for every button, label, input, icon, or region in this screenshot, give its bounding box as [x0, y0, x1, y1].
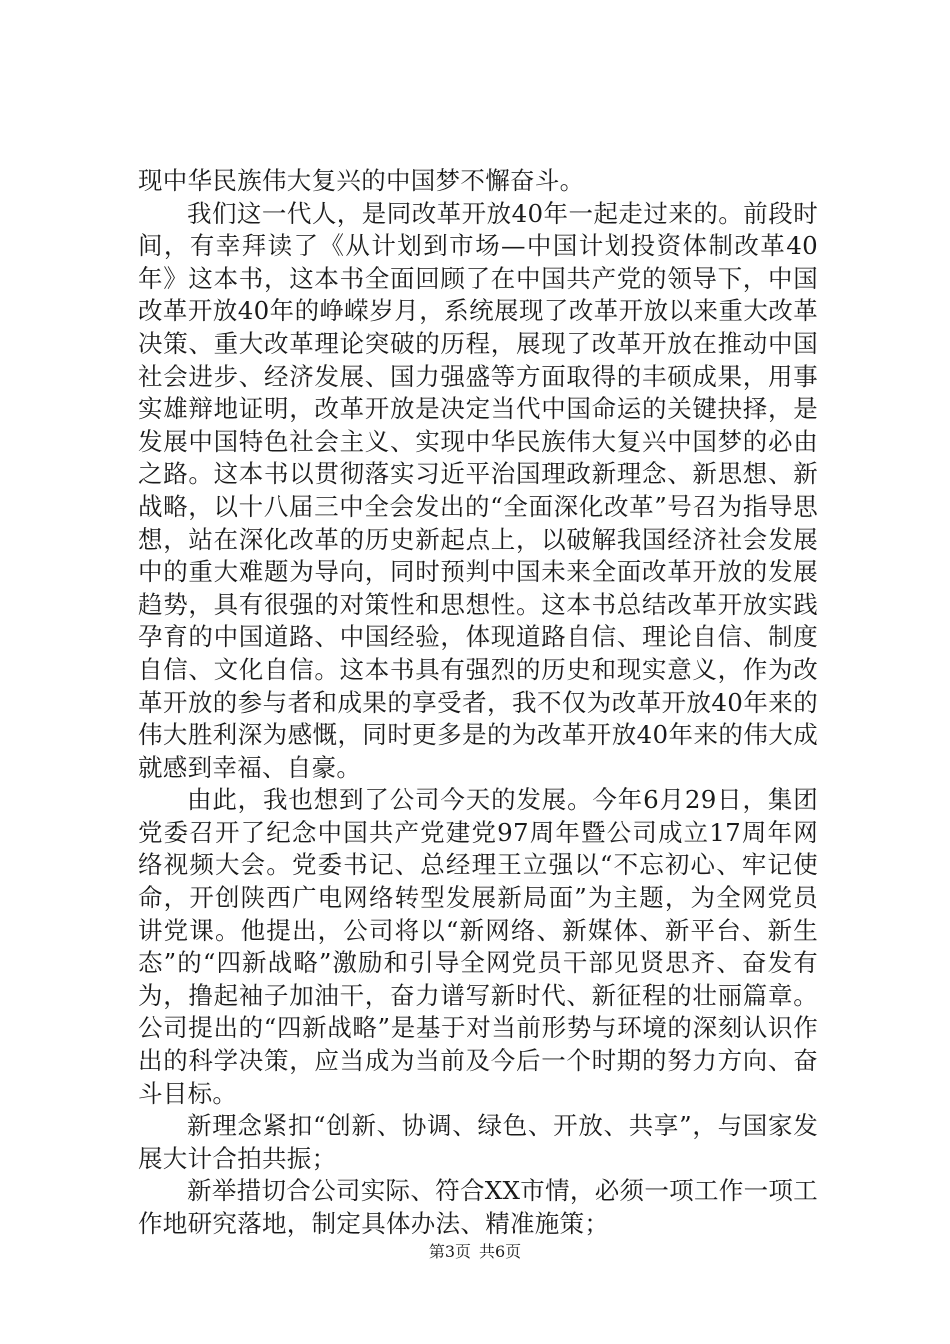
paragraph-3: 由此，我也想到了公司今天的发展。今年6月29日，集团党委召开了纪念中国共产党建党97周年暨公司成立17周年网络视频大会。党委书记、总经理王立强以“不忘初心、牢记使命，开创陕西广电网络转型发展新局面”为主题，为全网党员讲党课。他提出，公司将以“新网络、新媒体、新平台、新生态”的“四新战略”激励和引导全网党员干部见贤思齐、奋发有为，撸起袖子加油干，奋力谱写新时代、新征程的壮丽篇章。公司提出的“四新战略”是基于对当前形势与环境的深刻认识作出的科学决策，应当成为当前及今后一个时期的努力方向、奋斗目标。	[138, 785, 818, 1108]
page-number: 第3页	[428, 1242, 471, 1261]
paragraph-4: 新理念紧扣“创新、协调、绿色、开放、共享”，与国家发展大计合拍共振；	[138, 1111, 818, 1173]
page-total: 共6页	[479, 1242, 522, 1261]
paragraph-1: 现中华民族伟大复兴的中国梦不懈奋斗。	[138, 166, 585, 195]
paragraph-2: 我们这一代人，是同改革开放40年一起走过来的。前段时间，有幸拜读了《从计划到市场—中国计划投资体制改革40年》这本书，这本书全面回顾了在中国共产党的领导下，中国改革开放40年的峥嵘岁月，系统展现了改革开放以来重大改革决策、重大改革理论突破的历程，展现了改革开放在推动中国社会进步、经济发展、国力强盛等方面取得的丰硕成果，用事实雄辩地证明，改革开放是决定当代中国命运的关键抉择，是发展中国特色社会主义、实现中华民族伟大复兴中国梦的必由之路。这本书以贯彻落实习近平治国理政新理念、新思想、新战略，以十八届三中全会发出的“全面深化改革”号召为指导思想，站在深化改革的历史新起点上，以破解我国经济社会发展中的重大难题为导向，同时预判中国未来全面改革开放的发展趋势，具有很强的对策性和思想性。这本书总结改革开放实践孕育的中国道路、中国经验，体现道路自信、理论自信、制度自信、文化自信。这本书具有强烈的历史和现实意义，作为改革开放的参与者和成果的享受者，我不仅为改革开放40年来的伟大胜利深为感慨，同时更多是的为改革开放40年来的伟大成就感到幸福、自豪。	[138, 198, 818, 782]
paragraph-5: 新举措切合公司实际、符合XX市情，必须一项工作一项工作地研究落地，制定具体办法、精准施策；	[138, 1176, 818, 1238]
page-footer	[0, 1241, 950, 1263]
document-body	[138, 165, 818, 1241]
